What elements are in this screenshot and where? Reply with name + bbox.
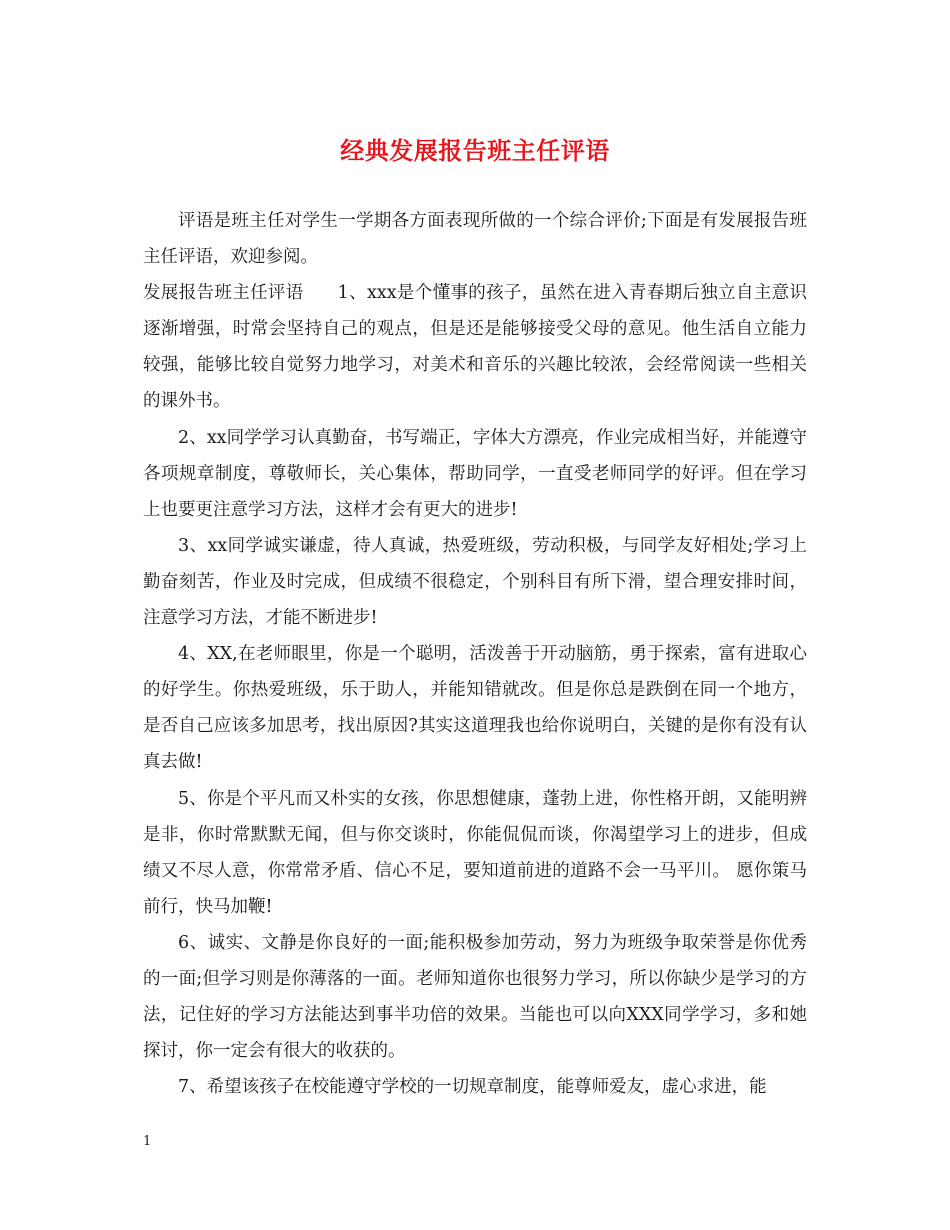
section-paragraph-1	[143, 275, 807, 419]
comment-6: 6、诚实、文静是你良好的一面;能积极参加劳动，努力为班级争取荣誉是你优秀的一面;但学习则是你薄落的一面。老师知道你也很努力学习，所以你缺少是学习的方法，记住好的学习方法能达到事半功倍的效果。当能也可以向XXX同学学习，多和她探讨，你一定会有很大的收获的。	[143, 932, 807, 1062]
comment-3: 3、xx同学诚实谦虚，待人真诚，热爱班级，劳动积极，与同学友好相处;学习上勤奋刻苦，作业及时完成，但成绩不很稳定，个别科目有所下滑，望合理安排时间，注意学习方法，才能不断进步!	[143, 535, 807, 629]
section-heading: 发展报告班主任评语	[143, 283, 304, 304]
comment-2: 2、xx同学学习认真勤奋，书写端正，字体大方漂亮，作业完成相当好，并能遵守各项规章制度，尊敬师长，关心集体，帮助同学，一直受老师同学的好评。但在学习上也要更注意学习方法，这样才会有更大的进步!	[143, 427, 807, 520]
comment-4: 4、XX,在老师眼里，你是一个聪明，活泼善于开动脑筋，勇于探索，富有进取心的好学生。你热爱班级，乐于助人，并能知错就改。但是你总是跌倒在同一个地方，是否自己应该多加思考，找出原因?其实这道理我也给你说明白，关键的是你有没有认真去做!	[143, 644, 807, 773]
document-title: 经典发展报告班主任评语	[340, 136, 610, 165]
comment-5: 5、你是个平凡而又朴实的女孩，你思想健康，蓬勃上进，你性格开朗，又能明辨是非，你时常默默无闻，但与你交谈时，你能侃侃而谈，你渴望学习上的进步，但成绩又不尽人意，你常常矛盾、信心不足，要知道前进的道路不会一马平川。 愿你策马前行，快马加鞭!	[143, 788, 807, 917]
document-body	[143, 203, 807, 1105]
comment-1: 1、xxx是个懂事的孩子，虽然在进入青春期后独立自主意识逐渐增强，时常会坚持自己的观点，但是还是能够接受父母的意见。他生活自立能力较强，能够比较自觉努力地学习，对美术和音乐的兴趣比较浓，会经常阅读一些相关的课外书。	[143, 283, 808, 412]
comment-7: 7、希望该孩子在校能遵守学校的一切规章制度，能尊师爱友，虚心求进，能	[178, 1077, 767, 1098]
page-number: 1	[143, 1134, 152, 1149]
intro-paragraph: 评语是班主任对学生一学期各方面表现所做的一个综合评价;下面是有发展报告班主任评语，欢迎参阅。	[143, 211, 807, 268]
